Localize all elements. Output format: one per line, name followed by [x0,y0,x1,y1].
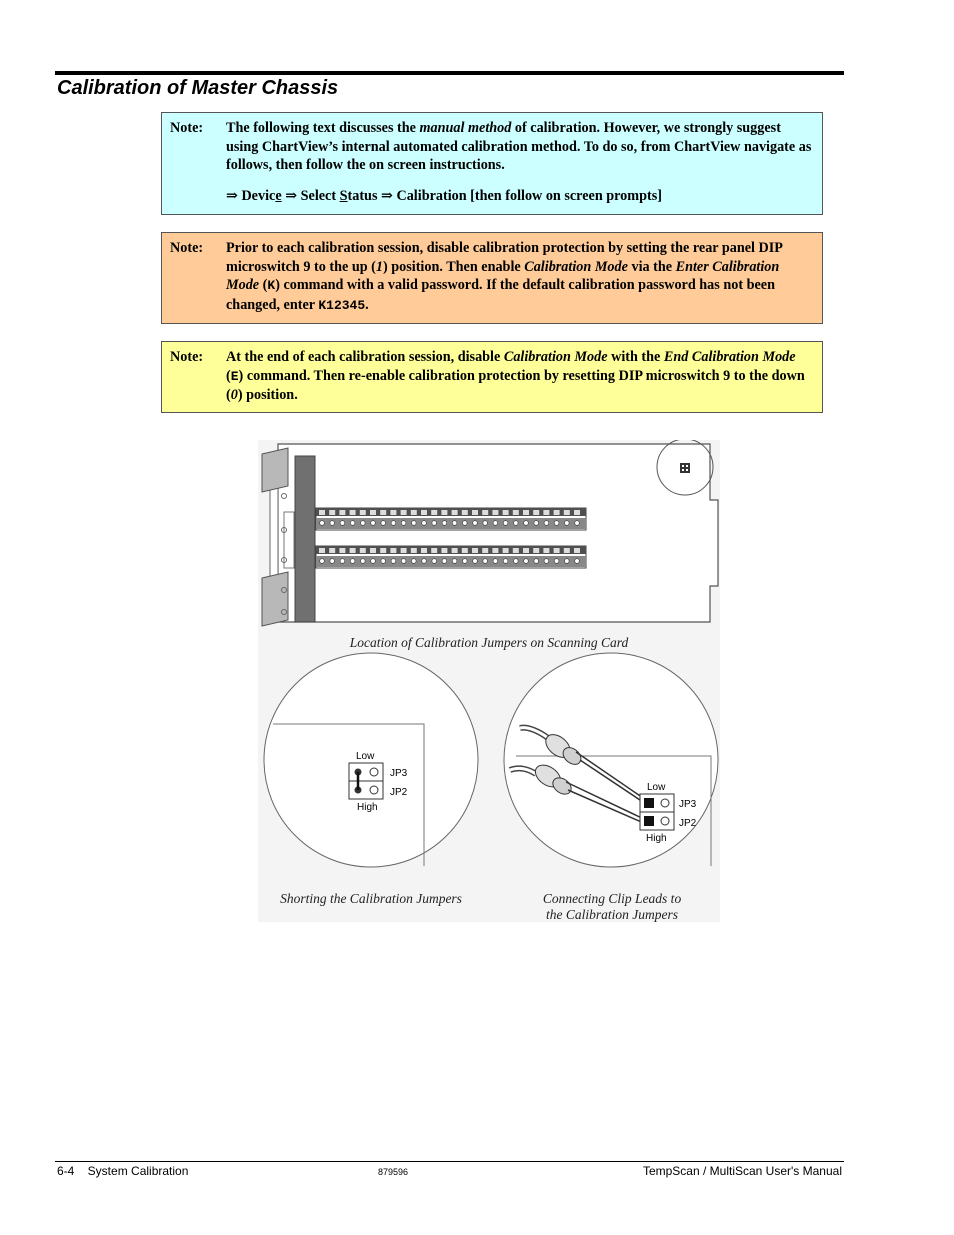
terminal-screw [463,521,468,526]
terminal-screw [483,521,488,526]
terminal-screw [524,521,529,526]
clip-leads-illustration [504,653,718,867]
terminal-slot [380,548,386,553]
jp2-label: JP2 [390,787,408,798]
terminal-screw [381,559,386,564]
terminal-screw [514,521,519,526]
terminal-slot [492,510,498,515]
terminal-screw [534,559,539,564]
terminal-slot [431,548,437,553]
note-text: Prior to each calibration session, disable calibration protection by setting the rear panel DIP microswitch 9 to the up (1) position. Then enable Calibration Mode via the Enter Calibration Mode (K) command with a valid password. If the default calibration password has not been changed, enter K12345. [226,240,783,313]
terminal-screw [473,521,478,526]
command-code: E [230,368,239,384]
terminal-screw [412,521,417,526]
note-enable-calibration [161,232,823,324]
terminal-slot [339,510,345,515]
terminal-screw [575,559,580,564]
terminal-screw [432,521,437,526]
terminal-slot [370,548,376,553]
note-label: Note: [170,120,204,136]
low-label: Low [356,751,375,762]
terminal-screw [401,521,406,526]
terminal-slot [319,510,325,515]
terminal-screw [320,521,325,526]
note-text: The following text discusses the manual method of calibration. However, we strongly suggest using ChartView’s internal automated calibration method. To do so, from ChartView navigate as follows, then follow the on screen instructions. [226,120,812,173]
terminal-screw [330,559,335,564]
jp3-label: JP3 [390,768,408,779]
terminal-slot [401,548,407,553]
terminal-slot [360,548,366,553]
terminal-slot [350,510,356,515]
terminal-slot [472,510,478,515]
terminal-screw [452,559,457,564]
note-disable-calibration [161,341,823,413]
terminal-slot [421,548,427,553]
terminal-slot [503,510,509,515]
terminal-screw [422,521,427,526]
arrow-icon: ⇒ [285,187,298,204]
terminal-slot [370,510,376,515]
terminal-screw [320,559,325,564]
caption-shorting: Shorting the Calibration Jumpers [280,891,462,906]
terminal-screw [432,559,437,564]
terminal-slot [503,548,509,553]
terminal-screw [401,559,406,564]
note-text: At the end of each calibration session, disable Calibration Mode with the End Calibration Mode (E) command. Then re-enable calibration protection by resetting DIP microswitch 9 to the down (0) position. [226,349,805,403]
terminal-slot [350,548,356,553]
default-password: K12345 [318,297,366,313]
shorting-jumpers-illustration [264,653,478,867]
terminal-slot [543,548,549,553]
terminal-screw [554,559,559,564]
terminal-screw [452,521,457,526]
terminal-slot [360,510,366,515]
terminal-slot [411,510,417,515]
terminal-screw [350,559,355,564]
arrow-icon: ⇒ [381,187,393,204]
terminal-slot [452,548,458,553]
terminal-screw [391,559,396,564]
terminal-screw [361,559,366,564]
terminal-screw [473,559,478,564]
terminal-slot [441,548,447,553]
terminal-screw [565,521,570,526]
terminal-slot [533,510,539,515]
terminal-slot [472,548,478,553]
navigation-path: ⇒ Device ⇒ Select Status ⇒ Calibration [then follow on screen prompts] [226,187,662,204]
note-automated-calibration [161,112,823,215]
terminal-slot [523,548,529,553]
terminal-screw [330,521,335,526]
top-rule [55,71,844,75]
terminal-slot [543,510,549,515]
terminal-slot [329,510,335,515]
terminal-screw [544,521,549,526]
terminal-screw [483,559,488,564]
terminal-screw [391,521,396,526]
terminal-screw [422,559,427,564]
terminal-screw [340,521,345,526]
terminal-slot [523,510,529,515]
terminal-slot [482,548,488,553]
scanning-card-illustration [262,440,718,626]
caption-clip-leads-2: the Calibration Jumpers [546,907,678,922]
terminal-screw [371,521,376,526]
terminal-screw [554,521,559,526]
terminal-screw [575,521,580,526]
terminal-slot [421,510,427,515]
terminal-slot [390,510,396,515]
terminal-screw [493,521,498,526]
terminal-slot [574,548,580,553]
terminal-slot [513,548,519,553]
terminal-slot [462,510,468,515]
terminal-slot [492,548,498,553]
terminal-screw [534,521,539,526]
terminal-screw [340,559,345,564]
high-label: High [646,833,667,844]
low-label: Low [647,782,666,793]
terminal-screw [350,521,355,526]
terminal-slot [401,510,407,515]
terminal-screw [371,559,376,564]
footer-manual-title: TempScan / MultiScan User's Manual [642,1164,842,1178]
terminal-screw [565,559,570,564]
footer-rule [55,1161,844,1162]
command-code: K [267,278,276,293]
footer-section: 6-4 System Calibration [57,1164,189,1178]
terminal-slot [554,548,560,553]
terminal-screw [412,559,417,564]
terminal-slot [380,510,386,515]
high-label: High [357,802,378,813]
jp2-label: JP2 [679,818,697,829]
jp3-label: JP3 [679,799,697,810]
terminal-slot [533,548,539,553]
terminal-screw [503,559,508,564]
terminal-screw [381,521,386,526]
terminal-screw [544,559,549,564]
terminal-slot [564,510,570,515]
terminal-screw [442,559,447,564]
terminal-slot [390,548,396,553]
terminal-screw [442,521,447,526]
terminal-slot [339,548,345,553]
terminal-slot [462,548,468,553]
terminal-slot [452,510,458,515]
terminal-slot [574,510,580,515]
terminal-slot [411,548,417,553]
section-title: Calibration of Master Chassis [57,77,339,99]
terminal-slot [564,548,570,553]
terminal-screw [503,521,508,526]
note-label: Note: [170,240,204,256]
terminal-slot [441,510,447,515]
terminal-slot [431,510,437,515]
terminal-slot [319,548,325,553]
terminal-slot [329,548,335,553]
terminal-screw [524,559,529,564]
terminal-slot [513,510,519,515]
terminal-screw [514,559,519,564]
caption-card-location: Location of Calibration Jumpers on Scanning Card [349,635,629,650]
arrow-icon: ⇒ [226,187,238,204]
terminal-screw [463,559,468,564]
terminal-slot [554,510,560,515]
terminal-screw [493,559,498,564]
caption-clip-leads-1: Connecting Clip Leads to [542,891,682,906]
note-label: Note: [170,349,204,365]
terminal-slot [482,510,488,515]
footer-doc-number: 879596 [378,1167,409,1177]
calibration-jumpers-figure [258,440,720,922]
terminal-screw [361,521,366,526]
